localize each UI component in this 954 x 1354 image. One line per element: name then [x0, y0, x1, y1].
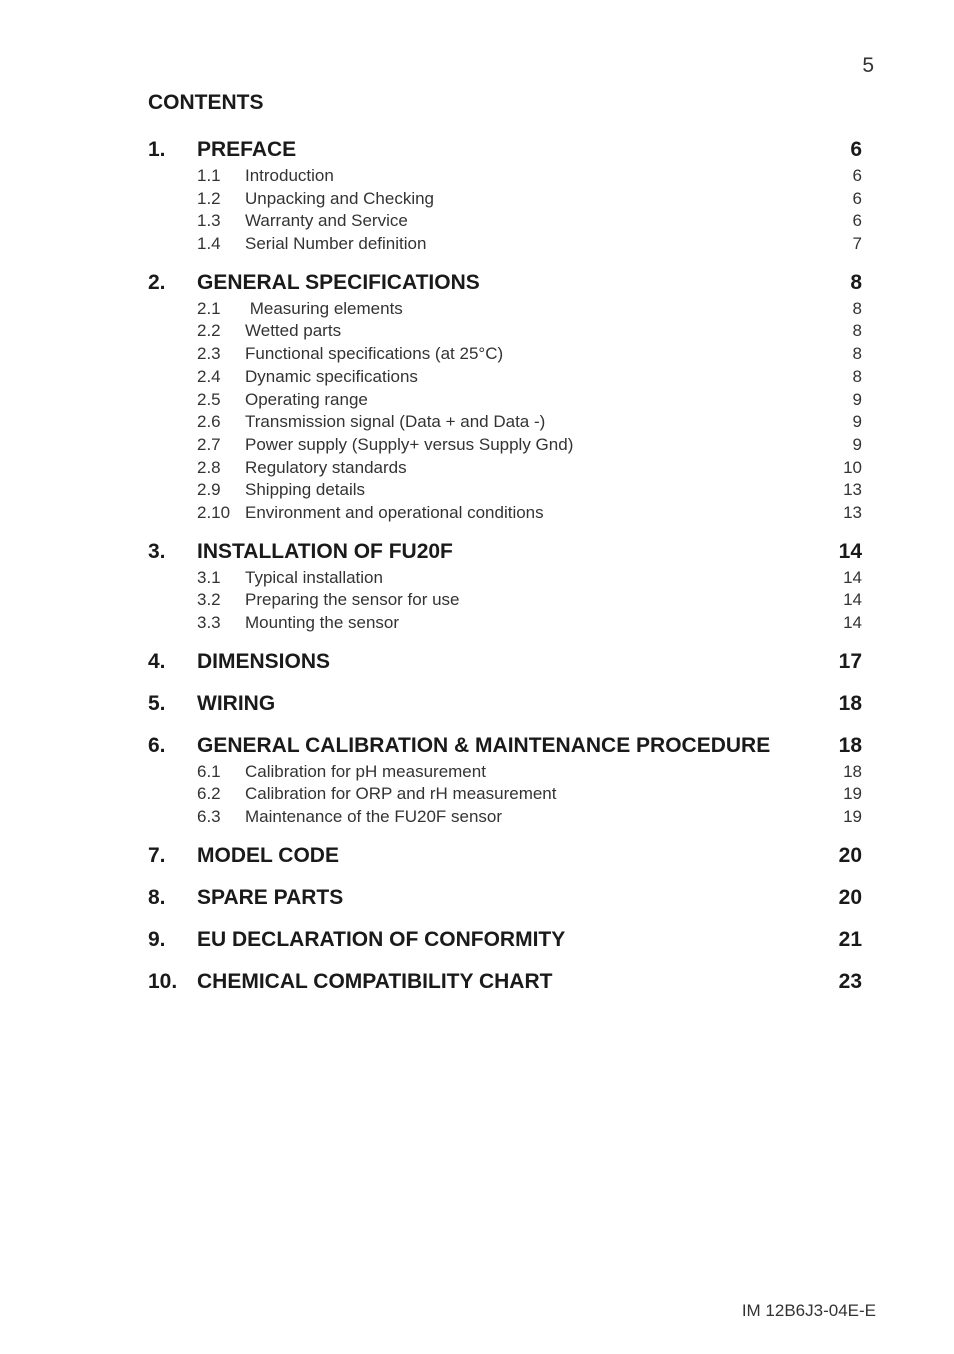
subsection-title: Dynamic specifications	[245, 366, 418, 386]
subsection-page-number: 19	[843, 784, 862, 804]
toc-section-row[interactable]	[148, 268, 862, 298]
subsection-page-number: 9	[852, 434, 862, 454]
subsection-title: Operating range	[245, 389, 368, 409]
section-number: 7.	[148, 843, 166, 867]
subsection-number: 2.8	[197, 457, 221, 477]
section-page-number: 23	[838, 969, 862, 993]
toc-subsection-row[interactable]	[148, 233, 862, 256]
subsection-page-number: 9	[852, 389, 862, 409]
subsection-number: 2.1	[197, 298, 221, 318]
subsection-page-number: 7	[852, 234, 862, 254]
subsection-title: Calibration for pH measurement	[245, 761, 486, 781]
toc-section-row[interactable]	[148, 841, 862, 871]
toc-subsection-row[interactable]	[148, 589, 862, 612]
subsection-number: 3.3	[197, 613, 221, 632]
subsection-title: Typical installation	[245, 567, 383, 587]
toc-section	[148, 967, 862, 997]
toc-section	[148, 925, 862, 955]
subsection-page-number: 19	[843, 807, 862, 827]
subsection-page-number: 8	[852, 344, 862, 364]
section-page-number: 8	[850, 270, 862, 294]
section-title: DIMENSIONS	[197, 649, 331, 673]
subsection-page-number: 14	[843, 590, 862, 610]
document-code: IM 12B6J3-04E-E	[741, 1301, 876, 1320]
subsection-title: Preparing the sensor for use	[245, 590, 460, 610]
subsection-title: Maintenance of the FU20F sensor	[245, 807, 503, 827]
subsection-page-number: 6	[852, 166, 862, 185]
toc-subsection-row[interactable]	[148, 389, 862, 412]
toc-section	[148, 647, 862, 677]
toc-subsection-row[interactable]	[148, 343, 862, 366]
subsection-number: 6.1	[197, 761, 221, 781]
subsection-number: 6.2	[197, 784, 221, 804]
table-of-contents	[148, 135, 862, 1009]
toc-section	[148, 841, 862, 871]
section-page-number: 17	[838, 649, 862, 673]
toc-section	[148, 268, 862, 525]
subsection-page-number: 14	[843, 613, 862, 632]
section-page-number: 6	[850, 138, 862, 161]
toc-section	[148, 731, 862, 829]
section-title: MODEL CODE	[197, 843, 339, 867]
toc-subsection-row[interactable]	[148, 567, 862, 590]
toc-subsection-row[interactable]	[148, 806, 862, 829]
subsection-page-number: 8	[852, 366, 862, 386]
section-title: INSTALLATION OF FU20F	[197, 539, 453, 563]
toc-subsection-row[interactable]	[148, 298, 862, 321]
section-number: 5.	[148, 691, 166, 715]
subsection-title: Power supply (Supply+ versus Supply Gnd)	[245, 434, 574, 454]
subsection-number: 2.10	[197, 502, 231, 522]
section-title: WIRING	[197, 691, 276, 715]
subsection-title: Warranty and Service	[245, 211, 408, 231]
section-page-number: 21	[838, 927, 862, 951]
toc-subsection-row[interactable]	[148, 761, 862, 784]
toc-subsection-row[interactable]	[148, 434, 862, 457]
subsection-number: 2.7	[197, 434, 221, 454]
toc-subsection-row[interactable]	[148, 366, 862, 389]
toc-subsection-row[interactable]	[148, 188, 862, 211]
toc-section	[148, 883, 862, 913]
toc-section-row[interactable]	[148, 135, 862, 165]
toc-subsection-row[interactable]	[148, 411, 862, 434]
subsection-title: Shipping details	[245, 480, 366, 500]
subsection-page-number: 18	[843, 761, 862, 781]
section-page-number: 18	[838, 733, 862, 757]
subsection-page-number: 8	[852, 321, 862, 341]
subsection-number: 2.2	[197, 321, 221, 341]
subsection-number: 1.2	[197, 188, 221, 208]
toc-section-row[interactable]	[148, 647, 862, 677]
subsection-number: 3.2	[197, 590, 221, 610]
toc-section-row[interactable]	[148, 883, 862, 913]
toc-section-row[interactable]	[148, 967, 862, 997]
toc-section	[148, 689, 862, 719]
toc-subsection-row[interactable]	[148, 479, 862, 502]
subsection-title: Mounting the sensor	[245, 613, 400, 632]
section-title: GENERAL CALIBRATION & MAINTENANCE PROCEDURE	[197, 733, 771, 757]
toc-subsection-row[interactable]	[148, 165, 862, 188]
section-number: 3.	[148, 539, 166, 563]
subsection-number: 3.1	[197, 567, 221, 587]
subsection-page-number: 6	[852, 211, 862, 231]
toc-section-row[interactable]	[148, 925, 862, 955]
subsection-page-number: 6	[852, 188, 862, 208]
subsection-title: Serial Number definition	[245, 234, 427, 254]
toc-section-row[interactable]	[148, 689, 862, 719]
subsection-number: 1.3	[197, 211, 221, 231]
section-page-number: 14	[838, 539, 862, 563]
subsection-number: 2.5	[197, 389, 221, 409]
toc-subsection-row[interactable]	[148, 502, 862, 525]
section-title: PREFACE	[197, 138, 297, 161]
contents-title: CONTENTS	[148, 91, 264, 114]
section-number: 4.	[148, 649, 166, 673]
toc-subsection-row[interactable]	[148, 210, 862, 233]
section-page-number: 20	[838, 843, 862, 867]
section-page-number: 20	[838, 885, 862, 909]
section-number: 10.	[148, 969, 178, 993]
toc-section	[148, 537, 862, 635]
page-number: 5	[862, 54, 874, 77]
subsection-title: Regulatory standards	[245, 457, 407, 477]
subsection-title: Functional specifications (at 25°C)	[245, 344, 504, 364]
section-number: 6.	[148, 733, 166, 757]
subsection-page-number: 13	[843, 480, 862, 500]
section-number: 2.	[148, 270, 166, 294]
subsection-number: 2.6	[197, 412, 221, 432]
subsection-number: 1.4	[197, 234, 221, 254]
subsection-number: 2.4	[197, 366, 221, 386]
toc-subsection-row[interactable]	[148, 783, 862, 806]
subsection-title: Transmission signal (Data + and Data -)	[245, 412, 546, 432]
section-page-number: 18	[838, 691, 862, 715]
toc-subsection-row[interactable]	[148, 612, 862, 635]
subsection-page-number: 13	[843, 502, 862, 522]
subsection-number: 2.9	[197, 480, 221, 500]
toc-subsection-row[interactable]	[148, 320, 862, 343]
subsection-title: Wetted parts	[245, 321, 342, 341]
subsection-number: 2.3	[197, 344, 221, 364]
section-title: CHEMICAL COMPATIBILITY CHART	[197, 969, 553, 993]
section-number: 1.	[148, 138, 166, 161]
toc-section	[148, 135, 862, 256]
toc-section-row[interactable]	[148, 731, 862, 761]
subsection-title: Calibration for ORP and rH measurement	[245, 784, 557, 804]
subsection-title: Introduction	[245, 166, 334, 185]
subsection-page-number: 8	[852, 298, 862, 318]
section-title: SPARE PARTS	[197, 885, 344, 909]
subsection-title: Unpacking and Checking	[245, 188, 435, 208]
subsection-page-number: 10	[843, 457, 862, 477]
subsection-page-number: 9	[852, 412, 862, 432]
section-number: 8.	[148, 885, 166, 909]
section-title: EU DECLARATION OF CONFORMITY	[197, 927, 566, 951]
subsection-title: Environment and operational conditions	[245, 502, 544, 522]
subsection-number: 6.3	[197, 807, 221, 827]
subsection-number: 1.1	[197, 166, 221, 185]
section-title: GENERAL SPECIFICATIONS	[197, 270, 480, 294]
toc-subsection-row[interactable]	[148, 457, 862, 480]
subsection-page-number: 14	[843, 567, 862, 587]
subsection-title: Measuring elements	[245, 298, 403, 318]
section-number: 9.	[148, 927, 166, 951]
toc-section-row[interactable]	[148, 537, 862, 567]
